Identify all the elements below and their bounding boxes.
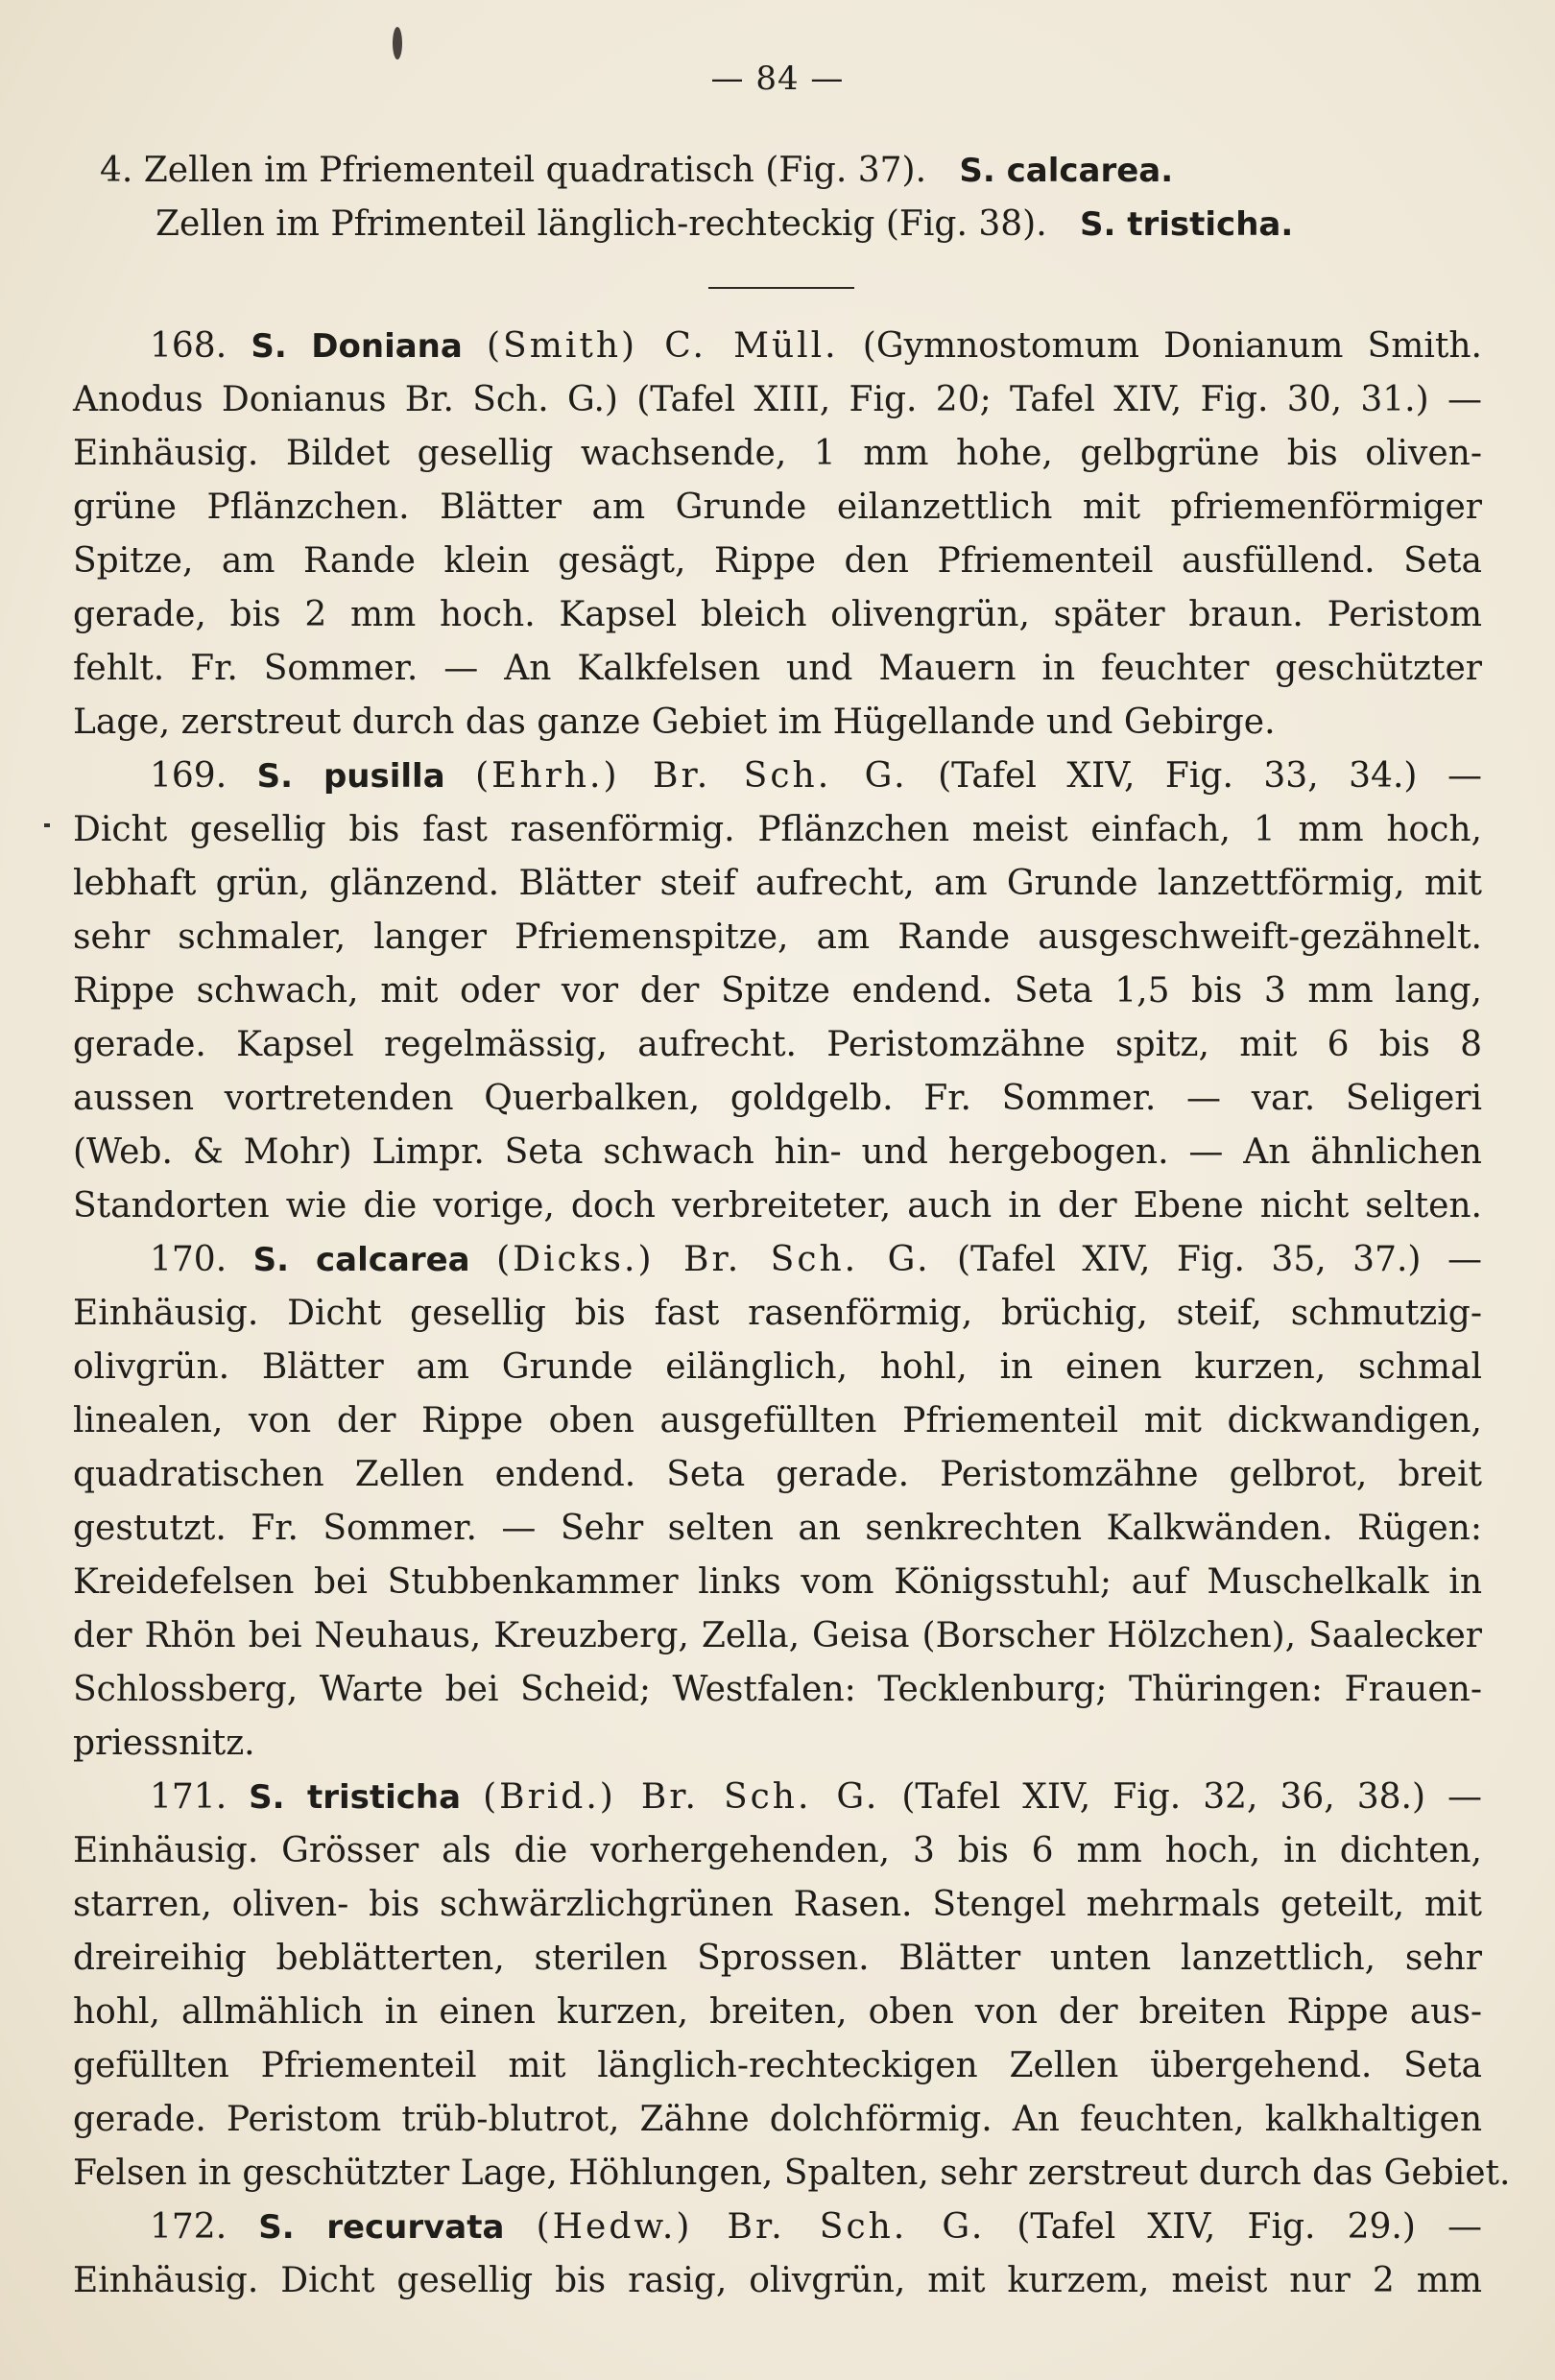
entry-text-line: aussen vortretenden Querbalken, goldgelb. Fr. Sommer. — var. Seligeri [73, 1079, 1482, 1118]
key-line-1-text: 4. Zellen im Pfriementeil quadratisch (Fig. 37). [100, 151, 927, 190]
species-authority: (Ehrh.) Br. Sch. G. [475, 756, 908, 796]
entry-text-line: der Rhön bei Neuhaus, Kreuzberg, Zella, Geisa (Borscher Hölzchen), Saalecker [73, 1616, 1482, 1655]
entry-text-line: Dicht gesellig bis fast rasenförmig. Pflänzchen meist einfach, 1 mm hoch, [73, 810, 1482, 849]
entry-number: 168. [150, 326, 227, 366]
entry-text-line: Einhäusig. Bildet gesellig wachsende, 1 mm hohe, gelbgrüne bis oliven- [73, 434, 1482, 473]
species-name: S. recurvata [258, 2208, 505, 2247]
entry-text-line: Einhäusig. Dicht gesellig bis fast rasenförmig, brüchig, steif, schmutzig- [73, 1294, 1482, 1333]
entry-text-line: linealen, von der Rippe oben ausgefüllten Pfriementeil mit dickwandigen, [73, 1401, 1482, 1440]
entry-text-line: gerade. Peristom trüb-blutrot, Zähne dolchförmig. An feuchten, kalkhaltigen [73, 2100, 1482, 2139]
entry-heading-line [73, 1771, 1482, 1824]
entry-text-line: Einhäusig. Dicht gesellig bis rasig, olivgrün, mit kurzem, meist nur 2 mm [73, 2261, 1482, 2300]
entry-text-line: hohl, allmählich in einen kurzen, breiten, oben von der breiten Rippe aus- [73, 1992, 1482, 2032]
entry-text-line: priessnitz. [73, 1724, 255, 1763]
entry-text-line: Standorten wie die vorige, doch verbreiteter, auch in der Ebene nicht selten. [73, 1186, 1482, 1226]
entry-text-line: dreireihig beblätterten, sterilen Sprossen. Blätter unten lanzettlich, sehr [73, 1939, 1482, 1978]
entry-text-line: Spitze, am Rande klein gesägt, Rippe den Pfriementeil ausfüllend. Seta [73, 541, 1482, 581]
entry-heading-line [73, 2201, 1482, 2254]
entry-text-line: Kreidefelsen bei Stubbenkammer links vom Königsstuhl; auf Muschelkalk in [73, 1562, 1482, 1602]
key-line-1-species: S. calcarea. [959, 152, 1174, 190]
entry-number: 172. [150, 2207, 227, 2247]
entry-heading-line [73, 320, 1482, 373]
entry-text-line: gerade, bis 2 mm hoch. Kapsel bleich olivengrün, später braun. Peristom [73, 595, 1482, 634]
species-authority: (Smith) C. Müll. [487, 326, 839, 366]
key-line-2-species: S. tristicha. [1079, 205, 1294, 244]
entry-heading-line [73, 1233, 1482, 1287]
key-section [73, 144, 1482, 251]
species-name: S. Doniana [251, 327, 463, 366]
entry-heading-line [73, 750, 1482, 803]
section-divider [708, 287, 854, 289]
entry-text-line: gefüllten Pfriementeil mit länglich-rechteckigen Zellen übergehend. Seta [73, 2046, 1482, 2085]
entry-heading-rest: (Tafel XIV, Fig. 29.) — [1017, 2207, 1482, 2247]
key-line-2 [73, 198, 1482, 251]
entry-heading-rest: (Tafel XIV, Fig. 32, 36, 38.) — [901, 1777, 1482, 1817]
entry-text-line: Einhäusig. Grösser als die vorhergehenden, 3 bis 6 mm hoch, in dichten, [73, 1831, 1482, 1870]
entry-heading-rest: (Gymnostomum Donianum Smith. [862, 326, 1482, 366]
entry-text-line: quadratischen Zellen endend. Seta gerade. Peristomzähne gelbrot, breit [73, 1455, 1482, 1494]
species-authority: (Brid.) Br. Sch. G. [483, 1777, 880, 1817]
margin-mark [44, 823, 50, 827]
entry-text-line: grüne Pflänzchen. Blätter am Grunde eilanzettlich mit pfriemenförmiger [73, 488, 1482, 527]
species-name: S. pusilla [256, 757, 445, 796]
entry-text-line: fehlt. Fr. Sommer. — An Kalkfelsen und Mauern in feuchter geschützter [73, 649, 1482, 688]
key-line-1 [73, 144, 1482, 198]
entry-heading-rest: (Tafel XIV, Fig. 35, 37.) — [957, 1240, 1482, 1279]
entry-text-line: (Web. & Mohr) Limpr. Seta schwach hin- und hergebogen. — An ähnlichen [73, 1132, 1482, 1172]
entry-text-line: starren, oliven- bis schwärzlichgrünen Rasen. Stengel mehrmals geteilt, mit [73, 1885, 1482, 1924]
species-name: S. calcarea [252, 1241, 470, 1279]
entry-text-line: Lage, zerstreut durch das ganze Gebiet im Hügellande und Gebirge. [73, 702, 1276, 742]
entry-text-line: olivgrün. Blätter am Grunde eilänglich, hohl, in einen kurzen, schmal [73, 1347, 1482, 1387]
entry-text-line: Schlossberg, Warte bei Scheid; Westfalen: Tecklenburg; Thüringen: Frauen- [73, 1670, 1482, 1709]
entry-heading-rest: (Tafel XIV, Fig. 33, 34.) — [938, 756, 1482, 796]
ink-spot [393, 27, 402, 60]
entry-number: 169. [150, 756, 227, 796]
species-authority: (Hedw.) Br. Sch. G. [536, 2207, 986, 2247]
entry-text-line: Rippe schwach, mit oder vor der Spitze endend. Seta 1,5 bis 3 mm lang, [73, 971, 1482, 1011]
entry-text-line: Felsen in geschützter Lage, Höhlungen, Spalten, sehr zerstreut durch das Gebiet. [73, 2154, 1511, 2193]
entry-text-line: sehr schmaler, langer Pfriemenspitze, am Rande ausgeschweift-gezähnelt. [73, 917, 1482, 957]
page-number: — 84 — [710, 60, 845, 98]
species-authority: (Dicks.) Br. Sch. G. [496, 1240, 931, 1279]
entry-text-line: gerade. Kapsel regelmässig, aufrecht. Peristomzähne spitz, mit 6 bis 8 [73, 1025, 1482, 1064]
entry-text-line: lebhaft grün, glänzend. Blätter steif aufrecht, am Grunde lanzettförmig, mit [73, 864, 1482, 903]
entry-number: 171. [150, 1777, 227, 1817]
species-name: S. tristicha [249, 1778, 462, 1817]
key-line-2-text: Zellen im Pfrimenteil länglich-rechteckig (Fig. 38). [156, 204, 1047, 244]
entry-text-line: Anodus Donianus Br. Sch. G.) (Tafel XIII, Fig. 20; Tafel XIV, Fig. 30, 31.) — [73, 380, 1482, 419]
entry-number: 170. [150, 1240, 227, 1279]
species-entries [73, 320, 1511, 2308]
entry-text-line: gestutzt. Fr. Sommer. — Sehr selten an senkrechten Kalkwänden. Rügen: [73, 1509, 1482, 1548]
